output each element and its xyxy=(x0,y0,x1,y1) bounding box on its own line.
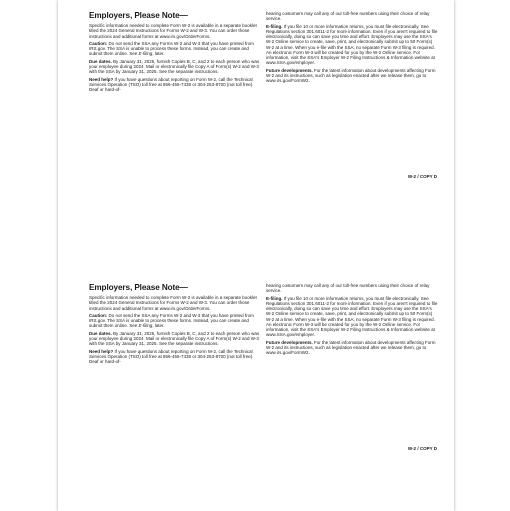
copy-label: W-2 / COPY D xyxy=(407,446,437,451)
instructions-copy-top xyxy=(89,11,437,211)
efiling-text: If you file 10 or more information returns, you must file electronically. See Regulations section 301.6011-2 for more information. Even if you aren't required to file electronically, doing so can save you time and effort. Employers may use the SSA's W-2 Online service to create, save, print, and electronically submit up to 50 Form(s) W-2 at a time. When you e-file with the SSA, no separate Form W-3 filing is required. An electronic Form W-3 will be created for you by the W-2 Online service. For information, visit the SSA's Employer W-2 Filing Instructions & Information website at www.SSA.gov/employer. xyxy=(266,23,438,66)
due-lead: Due dates. xyxy=(89,330,112,336)
intro-paragraph: Specific information needed to complete Form W-2 is available in a separate booklet titled the 2024 General Instructions for Forms W-2 and W-3. You can order those instructions and additional forms at www.irs.gov/OrderForms. xyxy=(89,23,257,39)
efiling-paragraph xyxy=(266,296,438,338)
future-text: For the latest information about developments affecting Form W-2 and its instructions, such as legislation enacted after we release them, go to www.irs.gov/FormW2. xyxy=(266,339,436,356)
intro-paragraph: Specific information needed to complete Form W-2 is available in a separate booklet titled the 2024 General Instructions for Forms W-2 and W-3. You can order those instructions and additional forms at www.irs.gov/OrderForms. xyxy=(89,295,257,311)
due-lead: Due dates. xyxy=(89,58,112,64)
employers-note-heading: Employers, Please Note— xyxy=(89,11,188,20)
future-developments-paragraph xyxy=(266,340,438,356)
instructions-copy-bottom xyxy=(89,283,437,483)
hearing-paragraph: hearing customers may call any of our toll-free numbers using their choice of relay service. xyxy=(266,11,430,22)
need-help-paragraph xyxy=(89,349,261,365)
caution-lead: Caution: xyxy=(89,312,108,318)
efiling-lead: E-filing. xyxy=(266,23,283,29)
help-lead: Need help? xyxy=(89,348,114,354)
future-developments-paragraph xyxy=(266,68,438,84)
help-lead: Need help? xyxy=(89,76,114,82)
caution-end: , later. xyxy=(152,323,165,329)
caution-end: , later. xyxy=(152,51,165,57)
form-page xyxy=(58,0,454,511)
future-text: For the latest information about developments affecting Form W-2 and its instructions, such as legislation enacted after we release them, go to www.irs.gov/FormW2. xyxy=(266,67,436,84)
due-dates-paragraph xyxy=(89,331,261,347)
right-column xyxy=(266,283,438,358)
help-text: If you have questions about reporting on Form W-2, call the Technical Services Operation (TSO) toll free at 866-455-7438 or 304-263-8700 (not toll free). Deaf or hard-of- xyxy=(89,76,254,93)
copy-label: W-2 / COPY D xyxy=(407,174,437,179)
hearing-paragraph: hearing customers may call any of our toll-free numbers using their choice of relay service. xyxy=(266,283,430,294)
due-text: By January 31, 2025, furnish Copies B, C, and 2 to each person who was your employee during 2024. Mail or electronically file Copy A of Form(s) W-2 and W-3 with the SSA by January 31, 2025. See the separate instructions. xyxy=(89,58,260,75)
caution-italic: E-filing xyxy=(138,323,153,329)
left-column xyxy=(89,295,261,367)
caution-text: Do not send the SSA any Forms W-2 and W-3 that you have printed from IRS.gov. The SSA is unable to process these forms. Instead, you can create and submit them online. See xyxy=(89,40,254,57)
left-column xyxy=(89,23,261,95)
due-dates-paragraph xyxy=(89,59,261,75)
help-text: If you have questions about reporting on Form W-2, call the Technical Services Operation (TSO) toll free at 866-455-7438 or 304-263-8700 (not toll free). Deaf or hard-of- xyxy=(89,348,254,365)
efiling-paragraph xyxy=(266,24,438,66)
future-lead: Future developments. xyxy=(266,67,313,73)
need-help-paragraph xyxy=(89,77,261,93)
efiling-text: If you file 10 or more information returns, you must file electronically. See Regulations section 301.6011-2 for more information. Even if you aren't required to file electronically, doing so can save you time and effort. Employers may use the SSA's W-2 Online service to create, save, print, and electronically submit up to 50 Form(s) W-2 at a time. When you e-file with the SSA, no separate Form W-3 filing is required. An electronic Form W-3 will be created for you by the W-2 Online service. For information, visit the SSA's Employer W-2 Filing Instructions & Information website at www.SSA.gov/employer. xyxy=(266,295,438,338)
caution-paragraph xyxy=(89,41,261,57)
employers-note-heading: Employers, Please Note— xyxy=(89,283,188,292)
efiling-lead: E-filing. xyxy=(266,295,283,301)
due-text: By January 31, 2025, furnish Copies B, C, and 2 to each person who was your employee during 2024. Mail or electronically file Copy A of Form(s) W-2 and W-3 with the SSA by January 31, 2025. See the separate instructions. xyxy=(89,330,260,347)
right-column xyxy=(266,11,438,86)
caution-text: Do not send the SSA any Forms W-2 and W-3 that you have printed from IRS.gov. The SSA is unable to process these forms. Instead, you can create and submit them online. See xyxy=(89,312,254,329)
caution-italic: E-filing xyxy=(138,51,153,57)
caution-paragraph xyxy=(89,313,261,329)
caution-lead: Caution: xyxy=(89,40,108,46)
future-lead: Future developments. xyxy=(266,339,313,345)
